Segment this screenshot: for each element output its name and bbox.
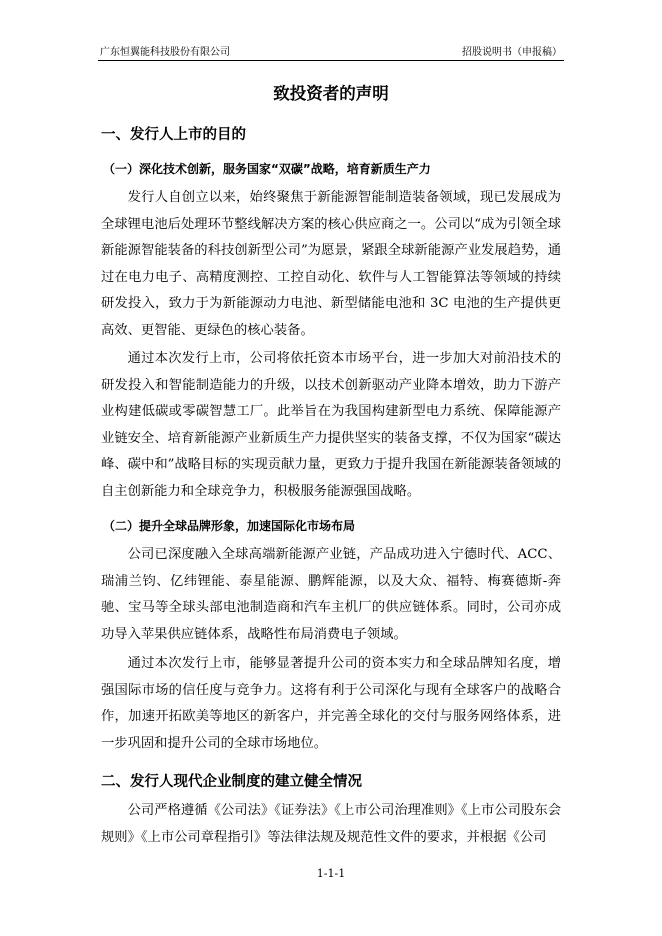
- page-number: 1-1-1: [316, 867, 346, 880]
- header-document-type: 招股说明书（申报稿）: [462, 47, 562, 58]
- section-1-heading: 一、发行人上市的目的: [101, 127, 246, 143]
- subsection-1-heading: （一）深化技术创新，服务国家“双碳”战略，培育新质生产力: [103, 162, 431, 176]
- subsection-2-paragraph-1: 公司已深度融入全球高端新能源产业链，产品成功进入宁德时代、ACC、瑞浦兰钧、亿纬锂能、泰星能源、鹏辉能源，以及大众、福特、梅赛德斯-奔驰、宝马等全球头部电池制造商和汽车主机厂的供应链体系。同时，公司亦成功导入苹果供应链体系，战略性布局消费电子领域。: [101, 547, 561, 642]
- page-header: [98, 38, 564, 61]
- subsection-2-heading: （二）提升全球品牌形象，加速国际化市场布局: [103, 519, 356, 533]
- subsection-1-paragraph-1: 发行人自创立以来，始终聚焦于新能源智能制造装备领域，现已发展成为全球锂电池后处理环节整线解决方案的核心供应商之一。公司以“成为引领全球新能源智能装备的科技创新型公司”为愿景，紧跟全球新能源产业发展趋势，通过在电力电子、高精度测控、工控自动化、软件与人工智能算法等领域的持续研发投入，致力于为新能源动力电池、新型储能电池和 3C 电池的生产提供更高效、更智能、更绿色的核心装备。: [101, 190, 561, 338]
- subsection-1-paragraph-2: 通过本次发行上市，公司将依托资本市场平台，进一步加大对前沿技术的研发投入和智能制造能力的升级，以技术创新驱动产业降本增效，助力下游产业构建低碳或零碳智慧工厂。此举旨在为我国构建新型电力系统、保障能源产业链安全、培育新能源产业新质生产力提供坚实的装备支撑，不仅为国家“碳达峰、碳中和”战略目标的实现贡献力量，更致力于提升我国在新能源装备领域的自主创新能力和全球竞争力，积极服务能源强国战略。: [101, 351, 561, 499]
- section-2-heading: 二、发行人现代企业制度的建立健全情况: [101, 774, 362, 790]
- subsection-2-paragraph-2: 通过本次发行上市，能够显著提升公司的资本实力和全球品牌知名度，增强国际市场的信任度与竞争力。这将有利于公司深化与现有全球客户的战略合作，加速开拓欧美等地区的新客户，并完善全球化的交付与服务网络体系，进一步巩固和提升公司的全球市场地位。: [101, 656, 561, 751]
- page-title: 致投资者的声明: [273, 84, 389, 103]
- section-2-paragraph-1: 公司严格遵循《公司法》《证券法》《上市公司治理准则》《上市公司股东会规则》《上市公司章程指引》等法律法规及规范性文件的要求，并根据《公司: [101, 803, 561, 845]
- header-company-name: 广东恒翼能科技股份有限公司: [100, 47, 230, 58]
